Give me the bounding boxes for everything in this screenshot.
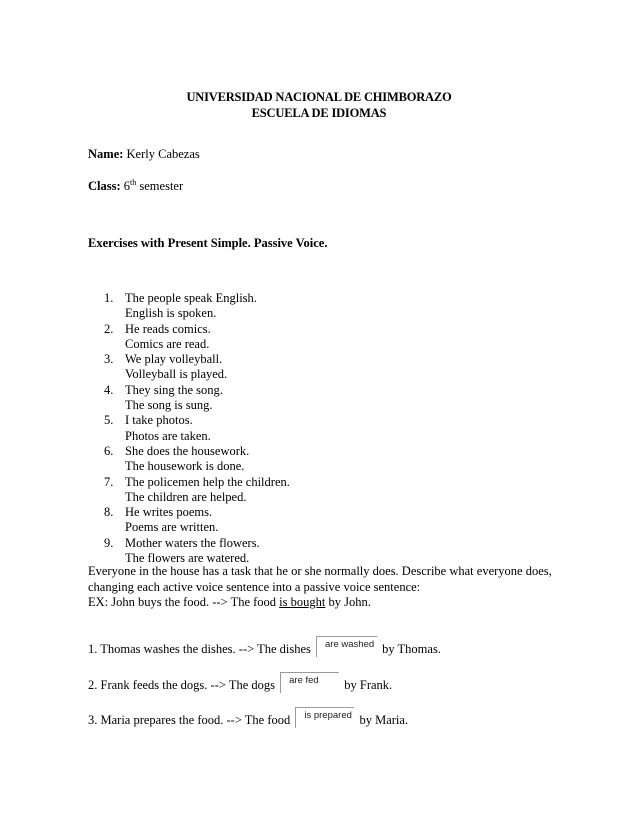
fill-in-line-2 — [88, 672, 392, 693]
item-number: 9. — [104, 535, 114, 550]
passive-sentence: The song is sung. — [125, 398, 213, 413]
fill-in-prefix: 2. Frank feeds the dogs. --> The dogs — [88, 678, 275, 692]
active-sentence: I take photos. — [125, 413, 193, 428]
item-number: 1. — [104, 291, 114, 305]
instructions-block — [88, 564, 558, 611]
item-number: 2. — [104, 321, 114, 336]
item-number: 3. — [104, 352, 114, 367]
answer-field[interactable] — [316, 636, 377, 657]
fill-in-suffix: by Maria. — [359, 713, 409, 727]
active-sentence: The policemen help the children. — [125, 474, 290, 489]
instructions-text: Everyone in the house has a task that he or she normally does. Describe what everyone does, changing each active voice sentence into a passive voice sentence: — [88, 564, 552, 594]
example-answer: is bought — [279, 595, 326, 609]
name-value: Kerly Cabezas — [126, 147, 200, 161]
item-number: 7. — [104, 474, 114, 489]
list-item — [104, 291, 290, 306]
passive-sentence: Poems are written. — [125, 520, 219, 535]
exercise-title: Exercises with Present Simple. Passive Voice. — [88, 236, 328, 250]
fill-in-prefix: 3. Maria prepares the food. --> The food — [88, 713, 291, 727]
class-number: 6 — [123, 179, 131, 193]
example-line — [88, 595, 558, 611]
active-sentence: He writes poems. — [125, 505, 213, 520]
answer-text: are fed — [289, 675, 319, 686]
answer-field[interactable] — [280, 672, 339, 693]
name-label: Name: — [88, 147, 124, 161]
list-item — [104, 536, 290, 551]
name-line — [88, 147, 200, 162]
list-item — [104, 383, 290, 398]
list-item — [104, 475, 290, 490]
passive-sentence: The children are helped. — [125, 489, 247, 504]
school-heading: ESCUELA DE IDIOMAS — [251, 106, 387, 120]
active-sentence: He reads comics. — [125, 321, 211, 336]
list-item — [104, 322, 290, 337]
passive-sentence: Comics are read. — [125, 336, 210, 351]
list-item — [104, 413, 290, 428]
passive-sentence: Volleyball is played. — [125, 367, 228, 382]
fill-in-suffix: by Frank. — [344, 678, 393, 692]
item-number: 8. — [104, 505, 114, 520]
exercise-list — [104, 291, 290, 566]
answer-field[interactable] — [295, 707, 354, 728]
fill-in-line-1 — [88, 636, 441, 657]
class-line — [88, 179, 183, 194]
passive-sentence: Photos are taken. — [125, 428, 211, 443]
passive-sentence: The flowers are watered. — [125, 551, 250, 566]
answer-text: is prepared — [304, 710, 352, 721]
list-item — [104, 505, 290, 520]
item-number: 5. — [104, 413, 114, 428]
class-rest: semester — [139, 179, 184, 193]
item-number: 6. — [104, 443, 114, 458]
passive-sentence: The housework is done. — [125, 459, 245, 474]
university-heading: UNIVERSIDAD NACIONAL DE CHIMBORAZO — [186, 90, 452, 104]
item-number: 4. — [104, 382, 114, 397]
class-ordinal: th — [130, 177, 137, 187]
active-sentence: She does the housework. — [125, 443, 250, 458]
active-sentence: They sing the song. — [125, 382, 223, 397]
fill-in-prefix: 1. Thomas washes the dishes. --> The dishes — [88, 642, 311, 656]
list-item — [104, 352, 290, 367]
passive-sentence: English is spoken. — [125, 306, 217, 321]
fill-in-line-3 — [88, 707, 408, 728]
fill-in-suffix: by Thomas. — [382, 642, 441, 656]
example-suffix: by John. — [325, 595, 371, 609]
answer-text: are washed — [325, 639, 375, 650]
example-prefix: EX: John buys the food. --> The food — [88, 595, 280, 609]
class-label: Class: — [88, 179, 121, 193]
active-sentence: The people speak English. — [125, 291, 257, 305]
active-sentence: Mother waters the flowers. — [125, 535, 260, 550]
active-sentence: We play volleyball. — [125, 352, 223, 367]
list-item — [104, 444, 290, 459]
